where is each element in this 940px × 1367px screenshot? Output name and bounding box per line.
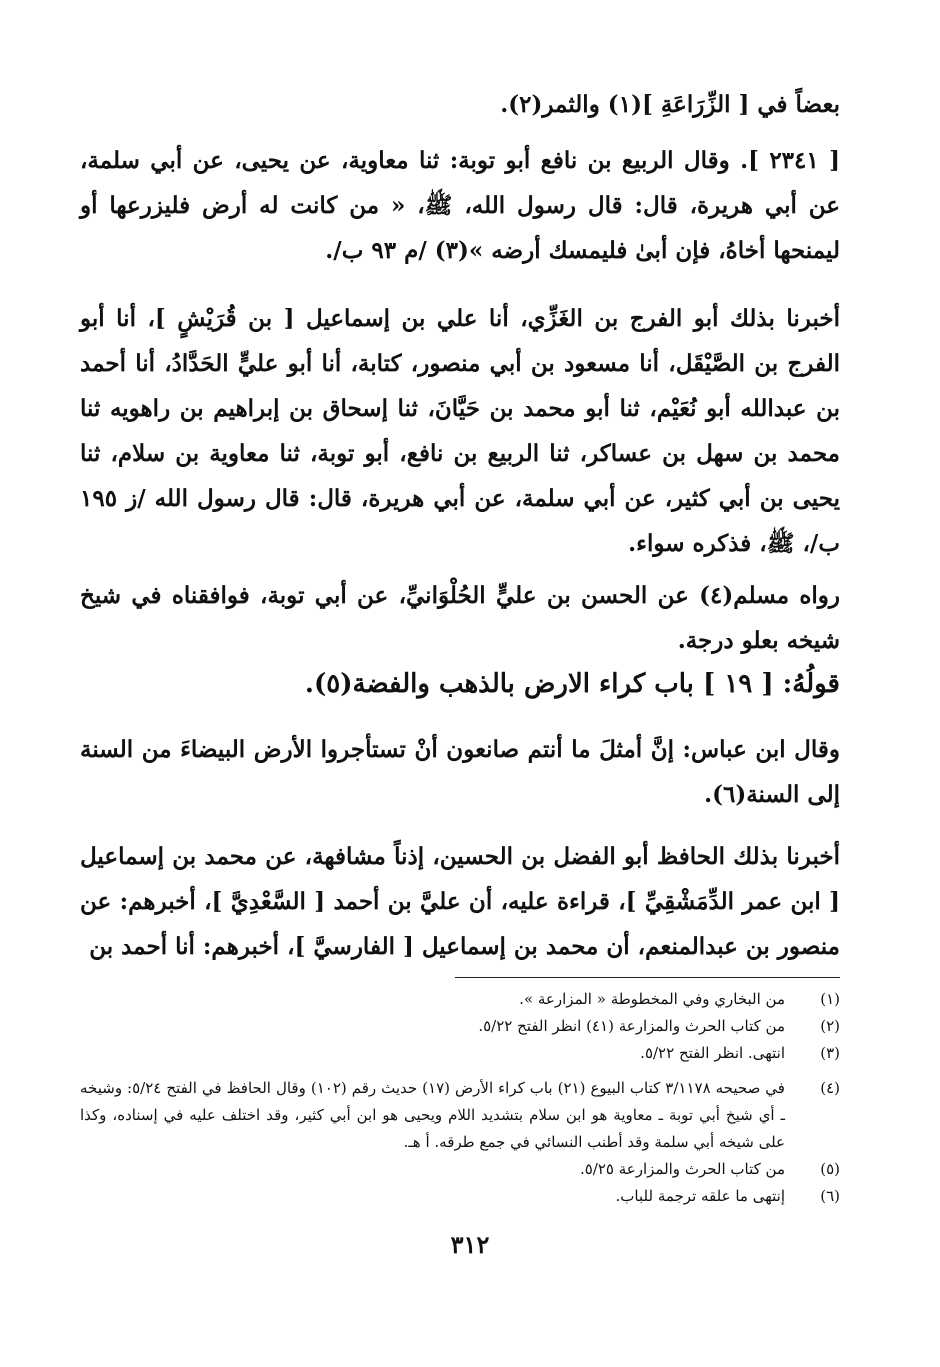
footnote-4 — [80, 1075, 840, 1156]
footnote-number: (٤) — [820, 1079, 840, 1097]
footnote-text: في صحيحه ٣/١١٧٨ كتاب البيوع (٢١) باب كراء الأرض (١٧) حديث رقم (١٠٢) وقال الحافظ في الفتح ٥/٢٤: وشيخه ـ أي شيخ أبي توبة ـ معاوية هو ابن سلام بتشديد اللام ويحيى هو ابن أبي كثير، وقد اختلف عليه في إسناده، وكذا على شيخه أبي سلمة وقد أطنب النسائي في جمع طرقه. أ هـ. — [80, 1079, 785, 1151]
main-text-ibn-abbas — [80, 727, 840, 817]
footnote-number: (٦) — [820, 1187, 840, 1205]
main-text-hadith — [80, 138, 840, 273]
page-number: ٣١٢ — [450, 1230, 490, 1259]
main-text-akhbarana — [80, 834, 840, 969]
main-text-muslim — [80, 573, 840, 663]
footnote-5 — [80, 1156, 840, 1183]
paragraph-6: أخبرنا بذلك الحافظ أبو الفضل بن الحسين، إذناً مشافهة، عن محمد بن إسماعيل [ ابن عمر الدِّمَشْقِيِّ ]، قراءة عليه، أن عليَّ بن أحمد [ السَّعْدِيَّ ]، أخبرهم: عن منصور بن عبدالمنعم، أن محمد بن إسماعيل [ الفارسيَّ ]، أخبرهم: أنا أحمد بن — [80, 843, 840, 960]
paragraph-2: [ ٢٣٤١ ]. وقال الربيع بن نافع أبو توبة: ثنا معاوية، عن يحيى، عن أبي سلمة، عن أبي هريرة، قال: قال رسول الله، ﷺ، « من كانت له أرض فليزرعها أو ليمنحها أخاهُ، فإن أبىٰ فليمسك أرضه »(٣) /م ٩٣ ب/. — [80, 147, 840, 264]
footnote-text: من كتاب الحرث والمزارعة ٥/٢٥. — [579, 1160, 785, 1178]
paragraph-3: أخبرنا بذلك أبو الفرج بن الغَزِّي، أنا علي بن إسماعيل [ بن قُرَيْشٍ ]، أنا أبو الفرج بن الصَّيْقَل، أنا مسعود بن أبي منصور، كتابة، أنا أبو عليٍّ الحَدَّادُ، أنا أحمد بن عبدالله أبو نُعَيْم، ثنا أبو محمد بن حَيَّانَ، ثنا إسحاق بن إبراهيم بن راهويه ثنا محمد بن سهل بن عساكر، ثنا الربيع بن نافع، أبو توبة، ثنا معاوية بن سلام، ثنا يحيى بن أبي كثير، عن أبي سلمة، عن أبي هريرة، قال: قال رسول الله /ز ١٩٥ ب/، ﷺ، فذكره سواء. — [80, 305, 840, 557]
footnote-number: (٥) — [820, 1160, 840, 1178]
footnote-3 — [80, 1040, 840, 1067]
footnote-6 — [80, 1183, 840, 1210]
main-text-top — [80, 82, 840, 127]
chapter-heading-block — [80, 662, 840, 706]
footnote-text: من كتاب الحرث والمزارعة (٤١) انظر الفتح ٥/٢٢. — [478, 1017, 785, 1035]
footnote-number: (٢) — [820, 1017, 840, 1035]
footnote-text: إنتهى ما علقه ترجمة للباب. — [615, 1187, 785, 1205]
footnotes — [80, 986, 840, 1210]
footnote-number: (١) — [820, 990, 840, 1008]
paragraph-5: وقال ابن عباس: إنَّ أمثلَ ما أنتم صانعون أنْ تستأجروا الأرض البيضاءَ من السنة إلى السنة(٦). — [80, 736, 840, 808]
footnote-number: (٣) — [820, 1044, 840, 1062]
footnote-separator — [455, 977, 840, 978]
footnote-text: انتهى. انظر الفتح ٥/٢٢. — [640, 1044, 785, 1062]
chapter-heading: قولُهُ: [ ١٩ ] باب كراء الارض بالذهب والفضة(٥). — [304, 669, 840, 699]
footnote-text: من البخاري وفي المخطوطة « المزارعة ». — [519, 990, 785, 1008]
paragraph-1: بعضاً في [ الزِّرَاعَةِ ](١) والثمر(٢). — [500, 91, 840, 118]
main-text-isnad — [80, 296, 840, 566]
footnote-1 — [80, 986, 840, 1013]
footnote-2 — [80, 1013, 840, 1040]
paragraph-4: رواه مسلم(٤) عن الحسن بن عليٍّ الحُلْوَانيِّ، عن أبي توبة، فوافقناه في شيخ شيخه بعلو درجة. — [80, 582, 840, 654]
